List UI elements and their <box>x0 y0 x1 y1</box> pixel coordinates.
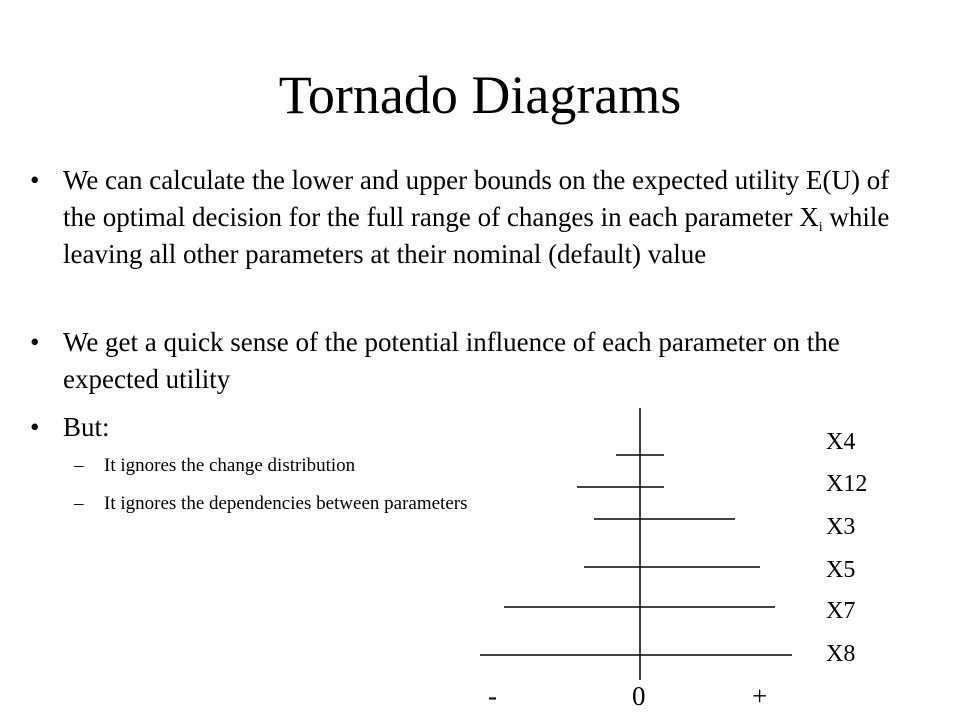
tornado-label-x4: X4 <box>826 429 856 455</box>
tornado-label-x3: X3 <box>826 514 856 540</box>
slide-title: Tornado Diagrams <box>278 65 682 125</box>
tornado-label-x8: X8 <box>826 641 856 667</box>
bullet-symbol: • <box>30 327 40 357</box>
bullet-symbol: • <box>30 412 40 442</box>
sub-bullet-1 <box>74 453 355 479</box>
dash-symbol: – <box>74 455 84 476</box>
axis-label-plus: + <box>752 681 768 711</box>
sub-bullet-text: It ignores the dependencies between parameters <box>104 493 468 514</box>
tornado-label-x12: X12 <box>826 471 868 497</box>
sub-bullet-text: It ignores the change distribution <box>104 455 356 476</box>
sub-bullet-2 <box>74 491 467 517</box>
bullet-item-1 <box>30 162 910 273</box>
bullet-text: We can calculate the lower and upper bounds on the expected utility E(U) of the optimal decision for the full range of changes in each parameter $X_i$ while leaving all other parameters at their nominal (default) value <box>63 165 890 269</box>
axis-label-zero: 0 <box>632 681 646 711</box>
tornado-diagram <box>470 400 810 690</box>
bullet-item-2 <box>30 324 910 398</box>
bullet-symbol: • <box>30 165 40 195</box>
tornado-label-x5: X5 <box>826 557 856 583</box>
axis-label-minus: - <box>488 681 497 711</box>
bullet-text: But: <box>63 412 110 442</box>
bullet-text: We get a quick sense of the potential influence of each parameter on the expected utility <box>63 327 840 394</box>
dash-symbol: – <box>74 493 84 514</box>
subscript: i <box>818 220 823 235</box>
tornado-label-x7: X7 <box>826 598 856 624</box>
